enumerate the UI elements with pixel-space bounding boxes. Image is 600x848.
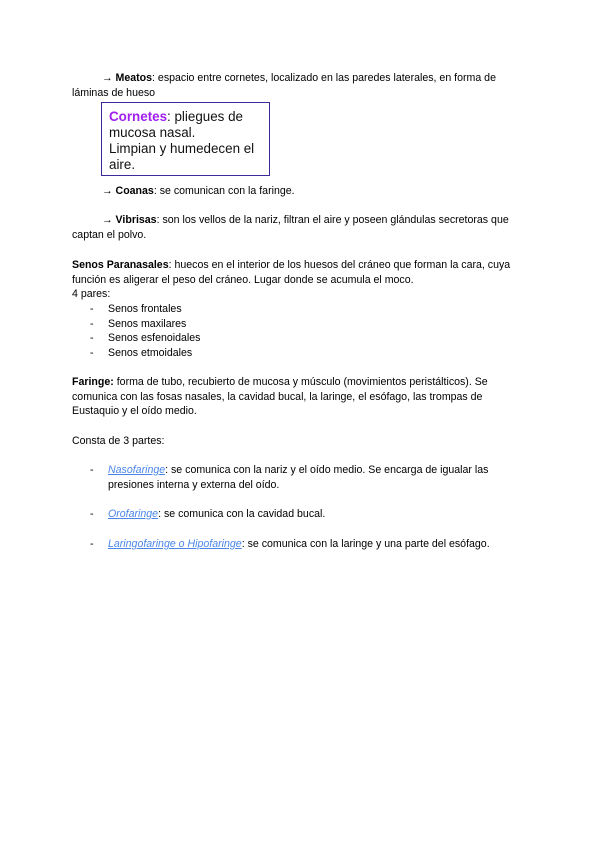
cornetes-term: Cornetes bbox=[109, 109, 168, 124]
vibrisas-text: : son los vellos de la nariz, filtran el aire y poseen glándulas secretoras que captan el polvo. bbox=[72, 214, 509, 241]
senos-text: : huecos en el interior de los huesos del cráneo que forman la cara, cuya función es aligerar el peso del cráneo. Lugar donde se acumula el moco. bbox=[72, 259, 511, 286]
coanas-text: : se comunican con la faringe. bbox=[153, 185, 295, 197]
cornetes-box bbox=[101, 102, 270, 176]
meatos-paragraph bbox=[72, 71, 532, 100]
faringe-term: Faringe: bbox=[72, 376, 114, 388]
list-item: - Senos maxilares bbox=[90, 317, 187, 330]
vibrisas-term: Vibrisas bbox=[115, 214, 157, 226]
arrow: → bbox=[102, 185, 113, 197]
parte-nasofaringe: - Nasofaringe: se comunica con la nariz y el oído medio. Se encarga de igualar las presiones interna y externa del oído. bbox=[90, 464, 489, 491]
consta-paragraph: Consta de 3 partes: bbox=[72, 435, 165, 447]
arrow: → bbox=[102, 72, 113, 84]
faringe-paragraph bbox=[72, 375, 532, 419]
meatos-term: Meatos bbox=[115, 72, 153, 84]
meatos-text: : espacio entre cornetes, localizado en las paredes laterales, en forma de láminas de hueso bbox=[72, 72, 496, 99]
nasofaringe-link[interactable]: Nasofaringe bbox=[108, 464, 166, 476]
faringe-text: forma de tubo, recubierto de mucosa y músculo (movimientos peristálticos). Se comunica con las fosas nasales, la cavidad bucal, la laringe, el esófago, las trompas de Eustaquio y el oído medio. bbox=[72, 376, 488, 418]
parte-laringofaringe: - Laringofaringe o Hipofaringe: se comunica con la laringe y una parte del esófago. bbox=[90, 538, 490, 550]
orofaringe-link[interactable]: Orofaringe bbox=[108, 508, 159, 520]
coanas-term: Coanas bbox=[115, 185, 154, 197]
parte-orofaringe: - Orofaringe: se comunica con la cavidad bucal. bbox=[90, 508, 326, 520]
cornetes-text-2: Limpian y humedecen el aire. bbox=[109, 141, 255, 172]
list-item: - Senos frontales bbox=[90, 303, 182, 315]
vibrisas-paragraph bbox=[72, 213, 532, 242]
coanas-paragraph bbox=[72, 184, 532, 199]
list-item: - Senos esfenoidales bbox=[90, 332, 201, 345]
senos-list bbox=[72, 302, 200, 360]
arrow: → bbox=[102, 214, 113, 226]
senos-paragraph bbox=[72, 258, 532, 302]
senos-pairs: 4 pares: bbox=[72, 288, 111, 301]
cornetes-text: : pliegues de mucosa nasal. bbox=[109, 109, 243, 140]
list-item: - Senos etmoidales bbox=[90, 346, 193, 359]
laringofaringe-link[interactable]: Laringofaringe o Hipofaringe bbox=[108, 538, 242, 550]
senos-term: Senos Paranasales bbox=[72, 259, 169, 271]
